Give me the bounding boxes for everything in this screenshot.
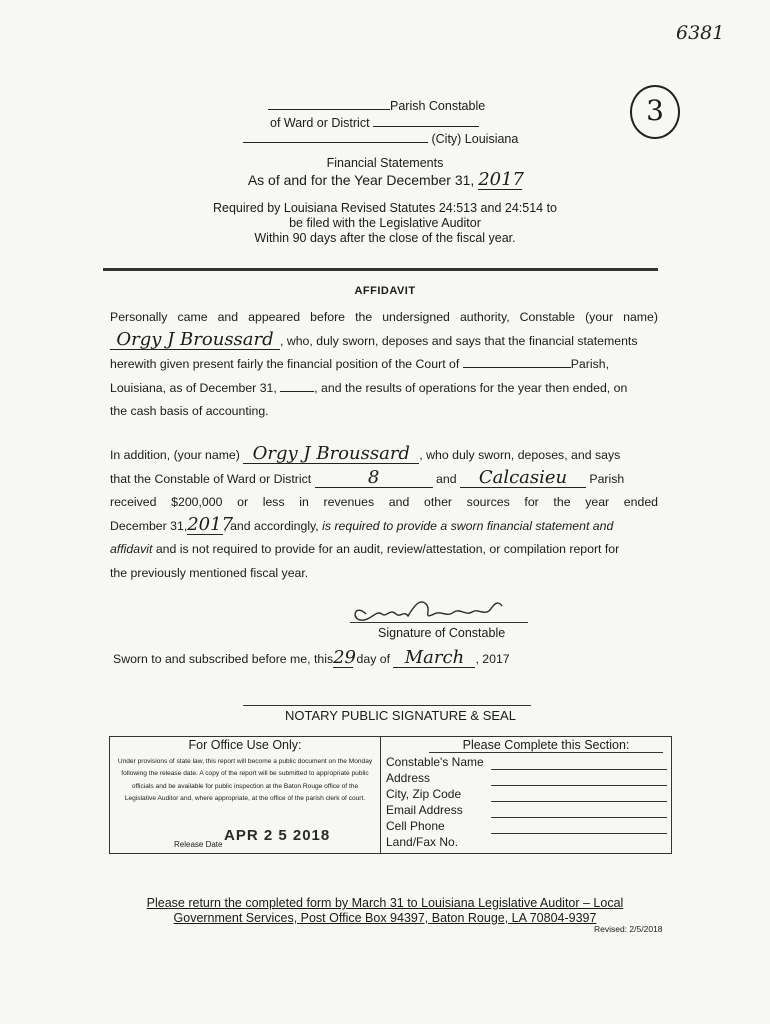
parish-hw: Calcasieu <box>460 469 586 488</box>
as-of-line <box>0 171 770 190</box>
release-date-stamp: APR 2 5 2018 <box>224 827 331 844</box>
circled-number: 3 <box>630 85 680 139</box>
p2-line-4: December 31,2017, and accordingly, is required to provide a sworn financial statement and <box>110 513 614 535</box>
complete-section-box <box>379 736 672 854</box>
parish-constable-label: Parish Constable <box>390 99 486 113</box>
city-label: (City) Louisiana <box>431 132 519 146</box>
field-email: Email Address <box>386 803 463 817</box>
city-line <box>243 132 518 146</box>
field-land-fax: Land/Fax No. <box>386 835 459 849</box>
corner-note: 6381 <box>676 22 725 44</box>
fin-statements-title: Financial Statements <box>326 156 444 170</box>
sworn-line: Sworn to and subscribed before me, this29 day of March , 2017 <box>113 647 510 668</box>
p1-line-5: the cash basis of accounting. <box>110 404 269 418</box>
field-list <box>386 754 484 850</box>
p1-line-2: Orgy J Broussard , who, duly sworn, deposes and says that the financial statements <box>110 330 658 354</box>
required-line-1: Required by Louisiana Revised Statutes 24:513 and 24:514 to <box>213 201 557 215</box>
p1-line-4: Louisiana, as of December 31, , and the results of operations for the year then ended, on <box>110 377 658 401</box>
office-use-title: For Office Use Only: <box>188 738 302 752</box>
p2-line-2: that the Constable of Ward or District 8 and Calcasieu Parish <box>110 466 625 488</box>
return-instructions <box>0 896 770 926</box>
notary-line <box>243 705 531 706</box>
field-line-4 <box>491 817 667 818</box>
return-line-1: Please return the completed form by March 31 to Louisiana Legislative Auditor – Local <box>146 896 624 910</box>
p2-line-6: the previously mentioned fiscal year. <box>110 565 309 580</box>
affidavit-paragraph-2 <box>110 444 658 585</box>
year-handwritten: 2017 <box>478 169 524 190</box>
ward-district-label: of Ward or District <box>270 116 370 130</box>
field-line-2 <box>491 785 667 786</box>
return-line-2: Government Services, Post Office Box 94397, Baton Rouge, LA 70804-9397 <box>173 911 597 925</box>
release-date-label: Release Date <box>174 840 223 849</box>
affidavit-title: AFFIDAVIT <box>354 285 416 297</box>
field-cell-phone: Cell Phone <box>386 819 445 833</box>
p2-line-3: received $200,000 or less in revenues and other sources for the year ended <box>110 495 658 509</box>
required-text <box>0 201 770 246</box>
year-hw-2: 2017 <box>187 513 234 535</box>
name-hw-2: Orgy J Broussard <box>243 445 419 464</box>
p2-line-1: In addition, (your name) Orgy J Broussard , who duly sworn, deposes, and says <box>110 443 621 464</box>
ward-hw: 8 <box>315 469 433 488</box>
affidavit-paragraph-1 <box>110 306 658 424</box>
required-line-2: be filed with the Legislative Auditor <box>289 216 481 230</box>
complete-section-title: Please Complete this Section: <box>429 738 663 753</box>
signature-label: Signature of Constable <box>378 626 506 640</box>
divider <box>103 268 658 271</box>
field-line-5 <box>491 833 667 834</box>
p1-line-3: herewith given present fairly the financial position of the Court of Parish, <box>110 353 658 377</box>
parish-constable-line <box>268 99 485 113</box>
revised-date: Revised: 2/5/2018 <box>594 924 663 934</box>
day-hw: 29 <box>333 647 357 668</box>
ward-district-line <box>270 116 479 130</box>
constable-name-hw: Orgy J Broussard <box>110 331 280 350</box>
as-of-label: As of and for the Year December 31, <box>247 172 475 188</box>
p1-line-1: Personally came and appeared before the undersigned authority, Constable (your name) <box>110 310 658 324</box>
office-use-text: Under provisions of state law, this report will become a public document on the Monday following the release date. A copy of the report will be submitted to appropriate public officials and be available for public inspection at the Baton Rouge office of the Legislative Auditor and, where appropriate, at the office of the parish clerk of court. <box>117 758 373 803</box>
field-constable-name: Constable's Name <box>386 755 484 769</box>
p2-line-5: affidavit and is not required to provide for an audit, review/attestation, or compilation report for <box>110 542 620 556</box>
field-address: Address <box>386 771 431 785</box>
field-line-3 <box>491 801 667 802</box>
notary-label: NOTARY PUBLIC SIGNATURE & SEAL <box>285 708 516 723</box>
required-line-3: Within 90 days after the close of the fiscal year. <box>254 231 516 245</box>
field-line-1 <box>491 769 667 770</box>
signature-line <box>350 622 528 623</box>
field-city-zip: City, Zip Code <box>386 787 462 801</box>
office-use-box <box>109 736 381 854</box>
month-hw: March <box>393 649 475 668</box>
